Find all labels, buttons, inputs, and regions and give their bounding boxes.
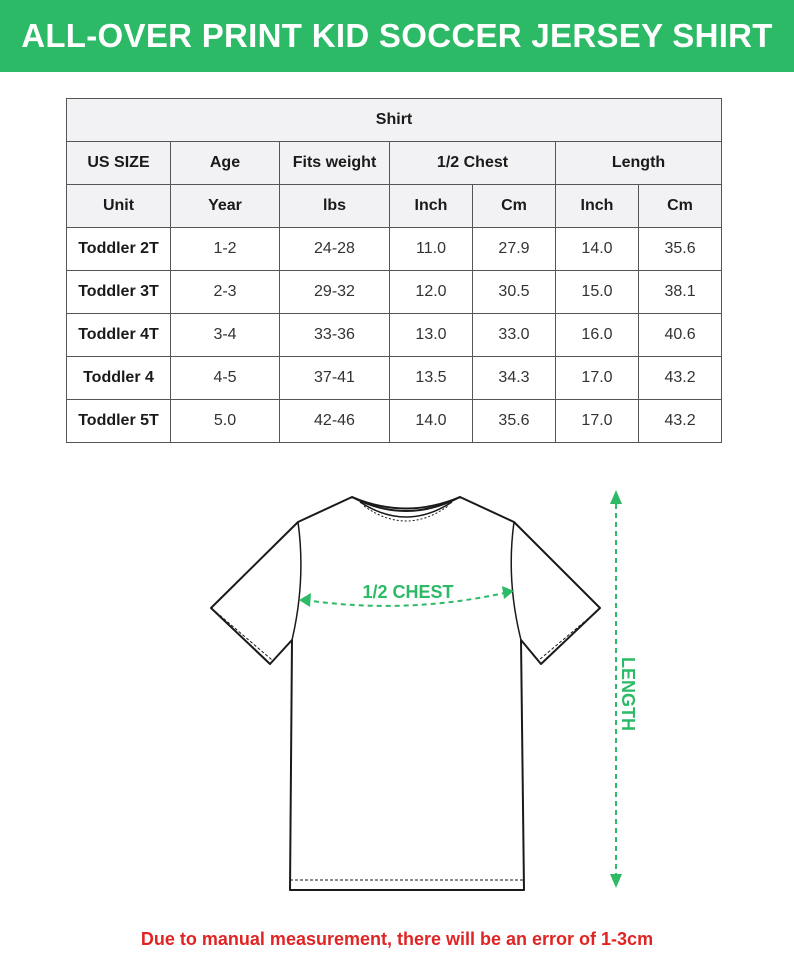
cell-chest-inch: 11.0 — [390, 228, 473, 271]
cell-length-inch: 16.0 — [556, 314, 639, 357]
cell-chest-inch: 13.0 — [390, 314, 473, 357]
cell-chest-inch: 12.0 — [390, 271, 473, 314]
cell-chest-cm: 33.0 — [473, 314, 556, 357]
table-row — [67, 228, 722, 271]
cell-chest-cm: 27.9 — [473, 228, 556, 271]
cell-chest-inch: 14.0 — [390, 400, 473, 443]
cell-length-cm: 35.6 — [639, 228, 722, 271]
length-label: LENGTH — [618, 657, 638, 731]
column-header-us-size: US SIZE — [67, 142, 171, 185]
table-row — [67, 400, 722, 443]
table-row — [67, 271, 722, 314]
title-banner — [0, 0, 794, 72]
cell-chest-inch: 13.5 — [390, 357, 473, 400]
page-title: ALL-OVER PRINT KID SOCCER JERSEY SHIRT — [21, 17, 773, 54]
cell-weight: 29-32 — [280, 271, 390, 314]
table-group-title: Shirt — [67, 99, 722, 142]
shirt-measurement-diagram — [0, 470, 794, 920]
cell-length-cm: 38.1 — [639, 271, 722, 314]
table-title-row — [67, 99, 722, 142]
chest-label: 1/2 CHEST — [362, 582, 454, 602]
table-row — [67, 357, 722, 400]
cell-size: Toddler 4T — [67, 314, 171, 357]
cell-chest-cm: 35.6 — [473, 400, 556, 443]
unit-length-cm: Cm — [639, 185, 722, 228]
cell-chest-cm: 34.3 — [473, 357, 556, 400]
cell-length-inch: 14.0 — [556, 228, 639, 271]
cell-weight: 37-41 — [280, 357, 390, 400]
cell-size: Toddler 5T — [67, 400, 171, 443]
table-row — [67, 314, 722, 357]
unit-chest-cm: Cm — [473, 185, 556, 228]
cell-weight: 42-46 — [280, 400, 390, 443]
table-unit-row — [67, 185, 722, 228]
unit-header: Unit — [67, 185, 171, 228]
tshirt-outline-icon — [211, 497, 600, 890]
table-header-row — [67, 142, 722, 185]
cell-length-inch: 15.0 — [556, 271, 639, 314]
cell-length-cm: 40.6 — [639, 314, 722, 357]
cell-length-cm: 43.2 — [639, 400, 722, 443]
cell-age: 5.0 — [171, 400, 280, 443]
cell-age: 3-4 — [171, 314, 280, 357]
cell-length-inch: 17.0 — [556, 400, 639, 443]
unit-age: Year — [171, 185, 280, 228]
measurement-error-note: Due to manual measurement, there will be an error of 1-3cm — [140, 929, 654, 949]
cell-length-inch: 17.0 — [556, 357, 639, 400]
size-chart-table — [66, 98, 722, 443]
unit-weight: lbs — [280, 185, 390, 228]
cell-age: 2-3 — [171, 271, 280, 314]
cell-weight: 24-28 — [280, 228, 390, 271]
column-header-length: Length — [556, 142, 722, 185]
cell-size: Toddler 3T — [67, 271, 171, 314]
column-header-chest: 1/2 Chest — [390, 142, 556, 185]
cell-age: 4-5 — [171, 357, 280, 400]
cell-size: Toddler 2T — [67, 228, 171, 271]
cell-chest-cm: 30.5 — [473, 271, 556, 314]
cell-age: 1-2 — [171, 228, 280, 271]
unit-chest-inch: Inch — [390, 185, 473, 228]
cell-length-cm: 43.2 — [639, 357, 722, 400]
cell-weight: 33-36 — [280, 314, 390, 357]
unit-length-inch: Inch — [556, 185, 639, 228]
column-header-age: Age — [171, 142, 280, 185]
cell-size: Toddler 4 — [67, 357, 171, 400]
column-header-weight: Fits weight — [280, 142, 390, 185]
